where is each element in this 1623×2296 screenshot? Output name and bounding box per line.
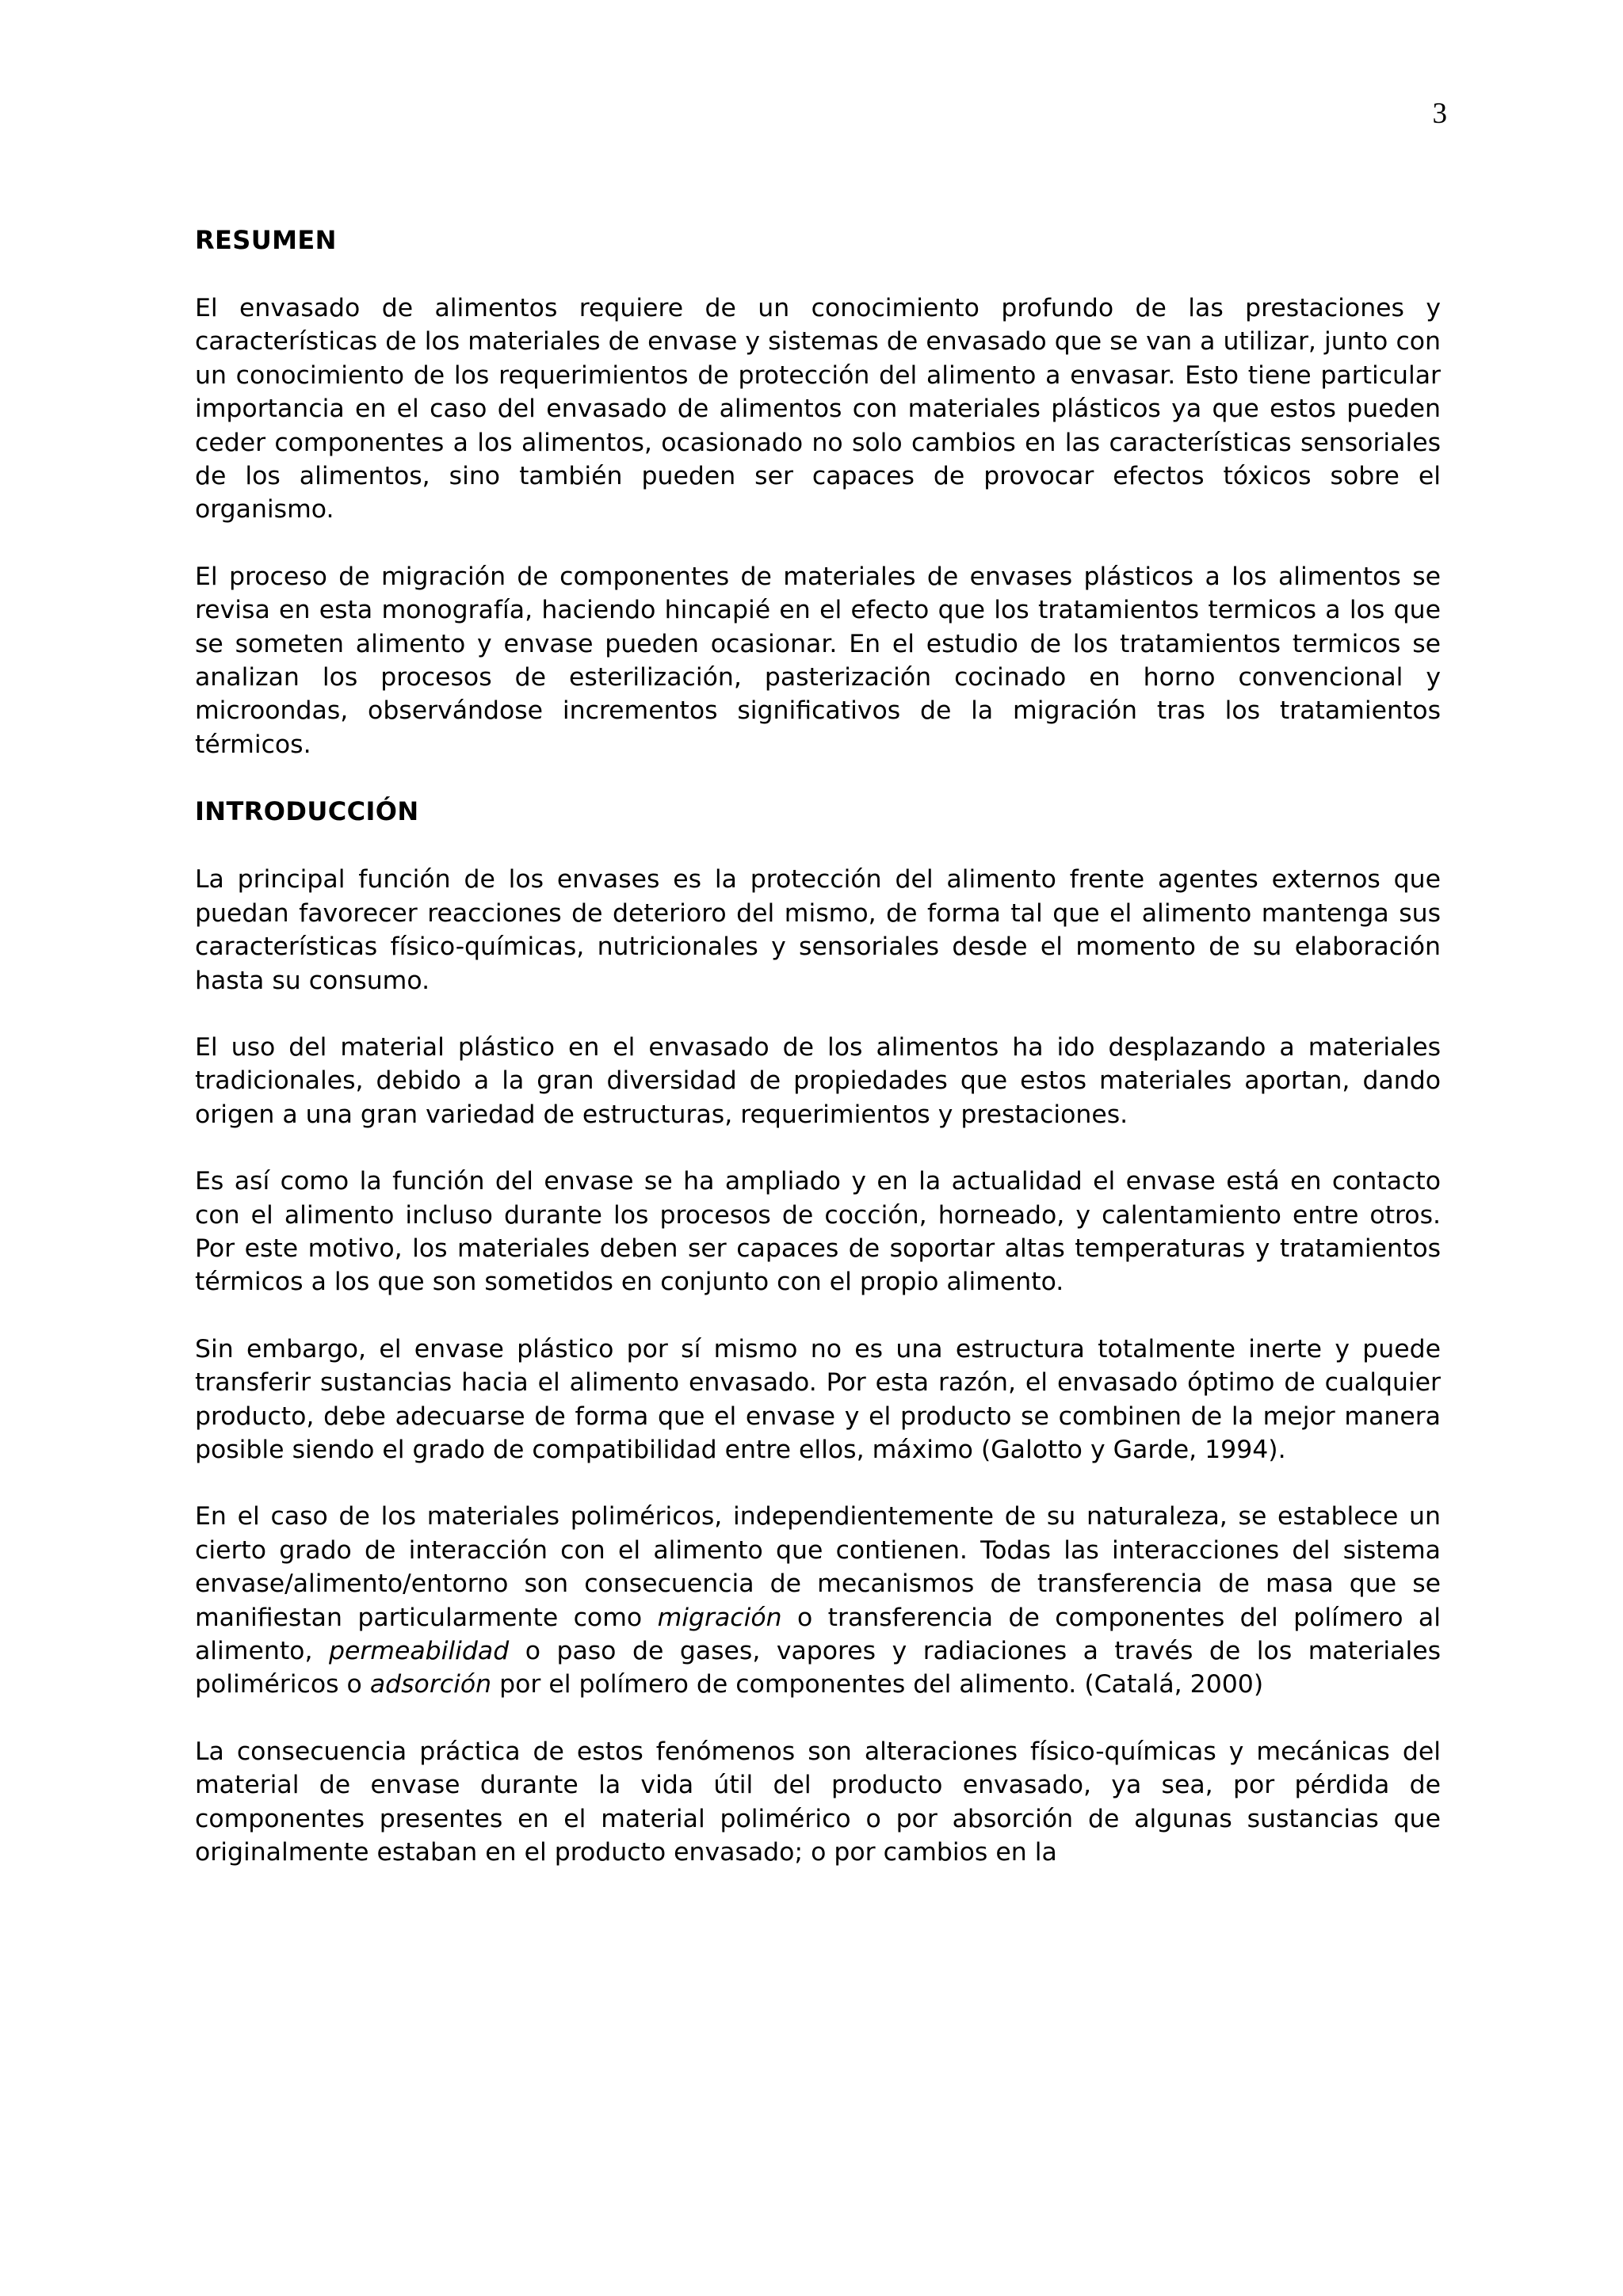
term-adsorcion: adsorción [369, 1670, 492, 1699]
term-migracion: migración [657, 1603, 782, 1632]
paragraph-text: por el polímero de componentes del alimento. (Catalá, 2000) [491, 1670, 1264, 1699]
paragraph-text: o paso de gases, vapores y radiaciones a través de los materiales poliméricos o [195, 1637, 1441, 1699]
paragraph: El proceso de migración de componentes de materiales de envases plásticos a los alimentos se revisa en esta monografía, haciendo hincapié en el efecto que los tratamientos termicos a los que se someten alimento y envase pueden ocasionar. En el estudio de los tratamientos termicos se analizan los procesos de esterilización, pasterización cocinado en horno convencional y microondas, observándose incrementos significativos de la migración tras los tratamientos térmicos. [195, 562, 1441, 759]
paragraph-text: o transferencia de componentes del polímero al alimento, [195, 1603, 1441, 1665]
paragraph: La consecuencia práctica de estos fenómenos son alteraciones físico-químicas y mecánicas del material de envase durante la vida útil del producto envasado, ya sea, por pérdida de componentes presentes en el material polimérico o por absorción de algunas sustancias que originalmente estaban en el producto envasado; o por cambios en la [195, 1737, 1441, 1867]
paragraph: El uso del material plástico en el envasado de los alimentos ha ido desplazando a materiales tradicionales, debido a la gran diversidad de propiedades que estos materiales aportan, dando origen a una gran variedad de estructuras, requerimientos y prestaciones. [195, 1032, 1441, 1129]
paragraph: El envasado de alimentos requiere de un conocimiento profundo de las prestaciones y características de los materiales de envase y sistemas de envasado que se van a utilizar, junto con un conocimiento de los requerimientos de protección del alimento a envasar. Esto tiene particular importancia en el caso del envasado de alimentos con materiales plásticos ya que estos pueden ceder componentes a los alimentos, ocasionado no solo cambios en las características sensoriales de los alimentos, sino también pueden ser capaces de provocar efectos tóxicos sobre el organismo. [195, 294, 1441, 524]
paragraph: Sin embargo, el envase plástico por sí mismo no es una estructura totalmente inerte y puede transferir sustancias hacia el alimento envasado. Por esta razón, el envasado óptimo de cualquier producto, debe adecuarse de forma que el envase y el producto se combinen de la mejor manera posible siendo el grado de compatibilidad entre ellos, máximo (Galotto y Garde, 1994). [195, 1334, 1441, 1464]
section-heading-introduccion: INTRODUCCIÓN [195, 796, 419, 827]
paragraph-text: En el caso de los materiales poliméricos, independientemente de su naturaleza, se establece un cierto grado de interacción con el alimento que contienen. Todas las interacciones del sistema envase/alimento/entorno son consecuencia de mecanismos de transferencia de masa que se manifiestan particularmente como [195, 1502, 1441, 1632]
paragraph [195, 1500, 1441, 1701]
paragraph: Es así como la función del envase se ha ampliado y en la actualidad el envase está en contacto con el alimento incluso durante los procesos de cocción, horneado, y calentamiento entre otros. Por este motivo, los materiales deben ser capaces de soportar altas temperaturas y tratamientos térmicos a los que son sometidos en conjunto con el propio alimento. [195, 1167, 1441, 1297]
paragraph: La principal función de los envases es la protección del alimento frente agentes externos que puedan favorecer reacciones de deterioro del mismo, de forma tal que el alimento mantenga sus características físico-químicas, nutricionales y sensoriales desde el momento de su elaboración hasta su consumo. [195, 865, 1441, 995]
section-heading-resumen: RESUMEN [195, 225, 337, 255]
term-permeabilidad: permeabilidad [328, 1637, 510, 1665]
page-number: 3 [1432, 97, 1447, 130]
document-body [195, 223, 1441, 1869]
